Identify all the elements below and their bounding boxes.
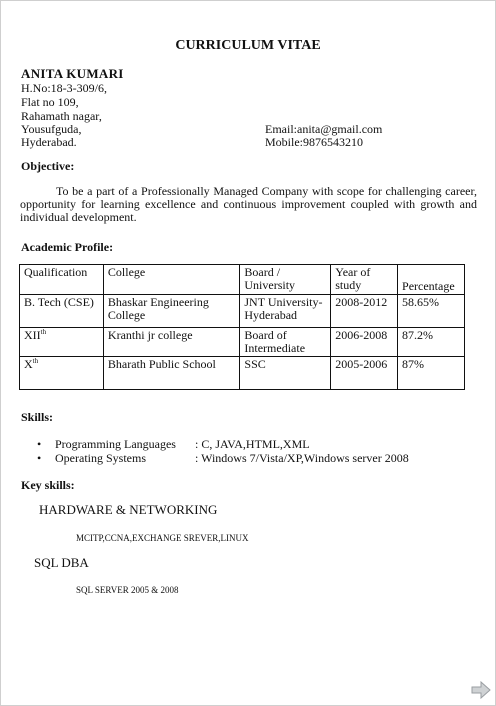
address-line: H.No:18-3-309/6, xyxy=(21,81,107,95)
cell-college: Bhaskar Engineering College xyxy=(103,295,239,328)
skill-label: Programming Languages xyxy=(55,437,176,451)
cell-year: 2005-2006 xyxy=(331,357,398,390)
skills-heading: Skills: xyxy=(21,410,54,424)
header-cell: Qualification xyxy=(20,265,104,295)
cell-board: Board of Intermediate xyxy=(240,328,331,357)
cell-qualification xyxy=(20,328,104,357)
cell-board: JNT University-Hyderabad xyxy=(240,295,331,328)
key-skills-heading: Key skills: xyxy=(21,478,75,492)
qualification-text: XII xyxy=(24,328,41,342)
address-line: Hyderabad. xyxy=(21,135,77,149)
page-title: CURRICULUM VITAE xyxy=(175,38,321,53)
bullet-icon: • xyxy=(37,451,42,465)
cell-qualification xyxy=(20,357,104,390)
skill-label: Operating Systems xyxy=(55,451,146,465)
header-cell: Board / University xyxy=(240,265,331,295)
skill-value: : Windows 7/Vista/XP,Windows server 2008 xyxy=(195,451,409,465)
table-row xyxy=(20,328,465,357)
cell-year: 2008-2012 xyxy=(331,295,398,328)
mobile-text: Mobile:9876543210 xyxy=(265,135,363,149)
header-cell: Percentage xyxy=(398,265,465,295)
objective-heading: Objective: xyxy=(21,159,75,173)
cell-college: Bharath Public School xyxy=(103,357,239,390)
key-skill-title: HARDWARE & NETWORKING xyxy=(39,502,218,517)
skill-value: : C, JAVA,HTML,XML xyxy=(195,437,310,451)
email-text: Email:anita@gmail.com xyxy=(265,122,383,136)
cell-percentage: 87.2% xyxy=(398,328,465,357)
cell-year: 2006-2008 xyxy=(331,328,398,357)
bullet-icon: • xyxy=(37,437,42,451)
header-cell: College xyxy=(103,265,239,295)
academic-table xyxy=(19,264,465,390)
address-line: Yousufguda, xyxy=(21,122,82,136)
key-skill-detail: MCITP,CCNA,EXCHANGE SREVER,LINUX xyxy=(76,533,249,543)
key-skill-detail: SQL SERVER 2005 & 2008 xyxy=(76,585,179,595)
cell-board: SSC xyxy=(240,357,331,390)
table-row xyxy=(20,357,465,390)
academic-heading: Academic Profile: xyxy=(21,240,114,254)
arrow-right-icon[interactable] xyxy=(471,681,491,699)
qualification-sup: th xyxy=(40,328,47,336)
qualification-sup: th xyxy=(32,357,39,365)
table-header-row xyxy=(20,265,465,295)
key-skill-title: SQL DBA xyxy=(34,555,89,570)
cell-qualification: B. Tech (CSE) xyxy=(20,295,104,328)
cell-percentage: 87% xyxy=(398,357,465,390)
cell-college: Kranthi jr college xyxy=(103,328,239,357)
objective-body: To be a part of a Professionally Managed Company with scope for challenging career, opportunity for learning excellence and continuous improvement coupled with growth and individual development. xyxy=(20,184,477,224)
address-line: Flat no 109, xyxy=(21,95,79,109)
header-cell: Year of study xyxy=(331,265,398,295)
table-row xyxy=(20,295,465,328)
qualification-text: X xyxy=(24,357,33,371)
cell-percentage: 58.65% xyxy=(398,295,465,328)
objective-text xyxy=(20,185,477,224)
candidate-name: ANITA KUMARI xyxy=(21,66,124,81)
address-line: Rahamath nagar, xyxy=(21,109,102,123)
